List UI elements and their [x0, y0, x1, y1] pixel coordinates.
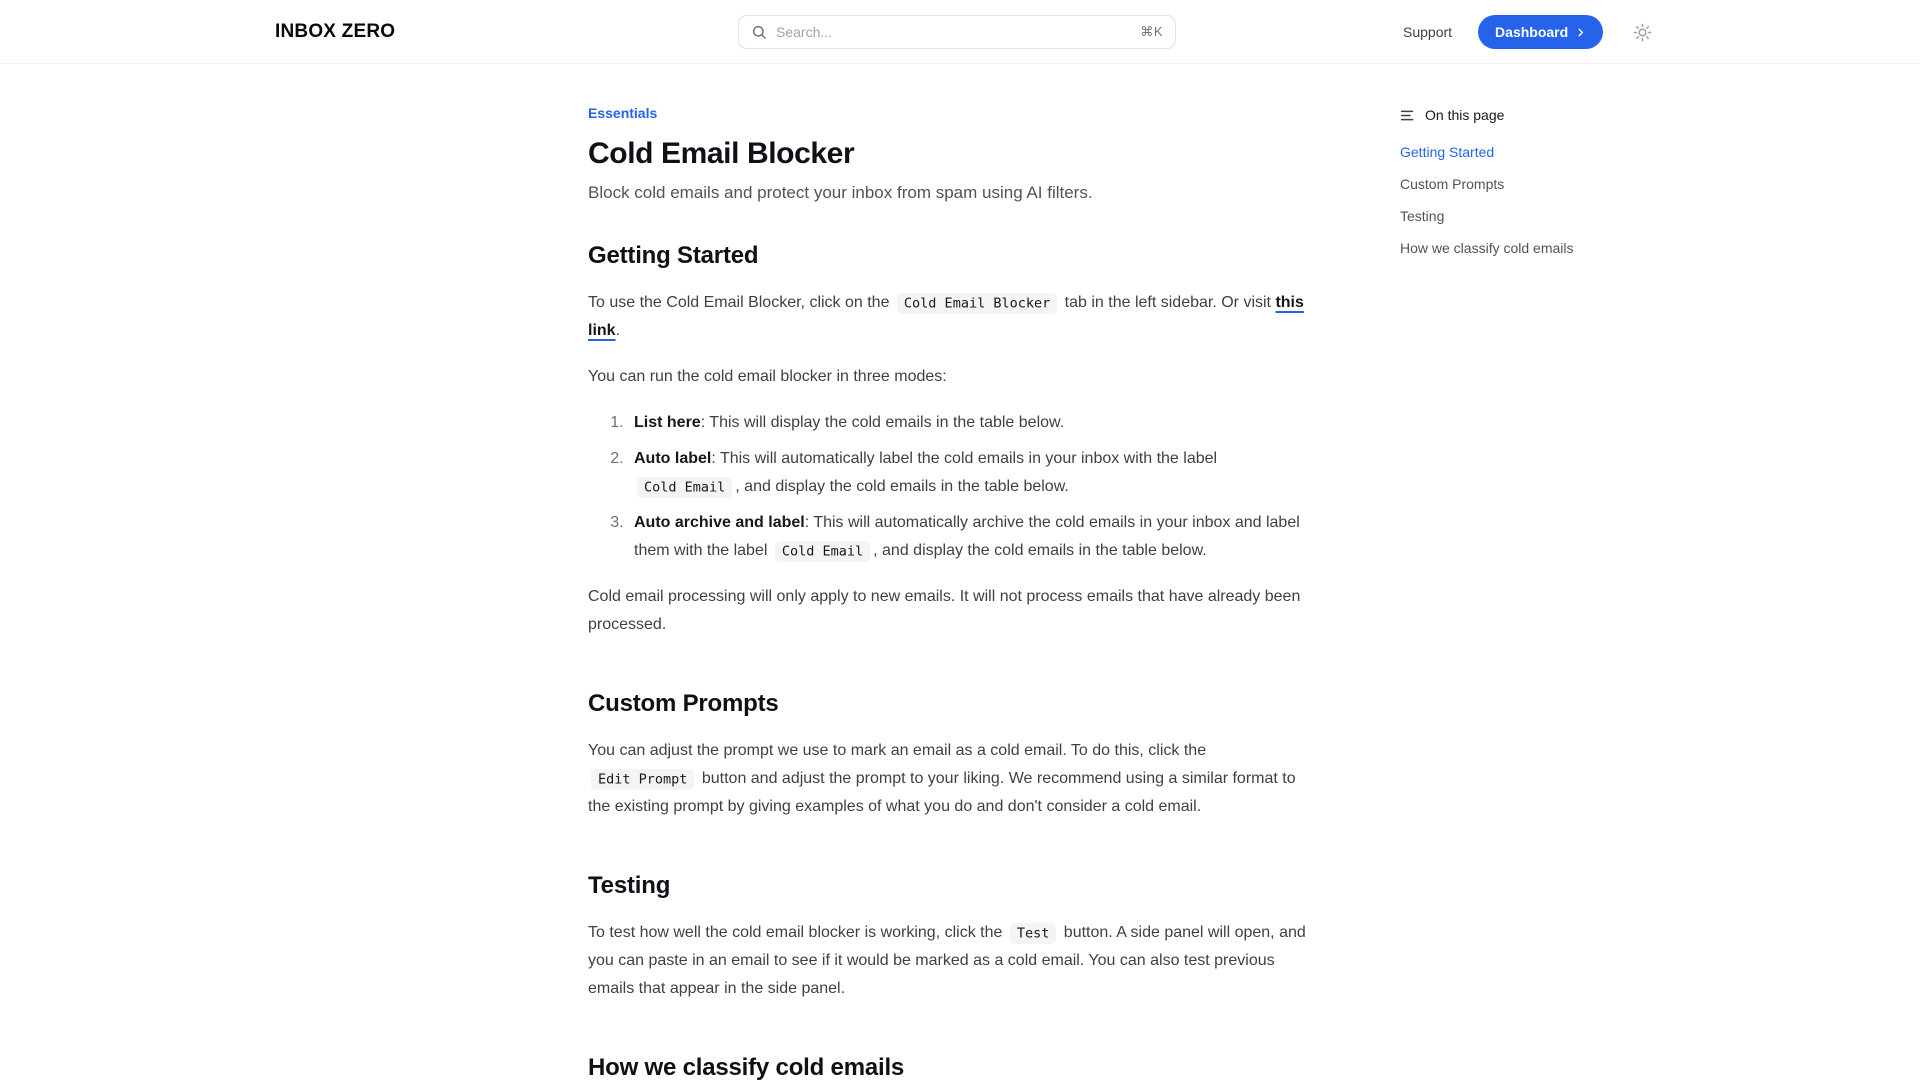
sun-icon: [1633, 23, 1652, 42]
toc-link-custom-prompts[interactable]: Custom Prompts: [1400, 176, 1505, 192]
search-bar[interactable]: [738, 15, 1176, 49]
text-run: : This will display the cold emails in the table below.: [700, 414, 1065, 431]
paragraph: [588, 737, 1306, 821]
list-item: [628, 509, 1306, 565]
inline-code: Test: [1010, 923, 1057, 944]
navbar-actions: [1403, 0, 1656, 64]
dashboard-button-label: Dashboard: [1495, 24, 1569, 40]
breadcrumb[interactable]: Essentials: [588, 105, 658, 121]
toc-header: [1400, 105, 1630, 125]
inbox-zero-logo[interactable]: INBOX ZERO: [275, 20, 396, 42]
paragraph: Cold email processing will only apply to new emails. It will not process emails that have already been processed.: [588, 588, 1301, 633]
text-run: : This will automatically archive the cold emails in your inbox and label them with the label: [634, 514, 1300, 559]
text-run: tab in the left sidebar. Or visit: [1060, 294, 1276, 311]
section-classify: [588, 1053, 1306, 1083]
on-this-page-toc: [1400, 105, 1630, 258]
text-run: button. A side panel will open, and you can paste in an email to see if it would be marked as a cold email. You can also test previous emails that appear in the side panel.: [588, 924, 1306, 997]
search-shortcut-hint: ⌘K: [1140, 24, 1163, 39]
section-getting-started: [588, 241, 1306, 639]
text-run: .: [615, 322, 621, 339]
section-heading: Custom Prompts: [588, 690, 779, 717]
page-title: Cold Email Blocker: [588, 137, 855, 170]
section-heading: Getting Started: [588, 242, 759, 269]
toc-link-getting-started[interactable]: Getting Started: [1400, 144, 1495, 160]
theme-toggle-button[interactable]: [1629, 19, 1656, 46]
list-item-lead: Auto archive and label: [634, 514, 805, 531]
toc-links: [1400, 142, 1630, 258]
text-run: : This will automatically label the cold emails in your inbox with the label: [711, 450, 1218, 467]
text-run: button and adjust the prompt to your liking. We recommend using a similar format to the existing prompt by giving examples of what you do and don't consider a cold email.: [588, 770, 1296, 815]
inline-code: Cold Email: [775, 541, 870, 562]
text-run: , and display the cold emails in the table below.: [735, 478, 1069, 495]
section-testing: [588, 871, 1306, 1003]
search-input[interactable]: [776, 24, 1131, 40]
list-item-lead: List here: [634, 414, 701, 431]
section-heading: Testing: [588, 872, 671, 899]
page-subtitle: Block cold emails and protect your inbox from spam using AI filters.: [588, 183, 1093, 202]
list-item: [628, 445, 1306, 501]
section-heading: How we classify cold emails: [588, 1054, 905, 1081]
inline-code: Cold Email: [637, 477, 732, 498]
list-item-lead: Auto label: [634, 450, 712, 467]
list-item: [628, 409, 1306, 437]
top-navbar: [0, 0, 1920, 64]
toc-title: On this page: [1425, 107, 1505, 123]
text-run: To test how well the cold email blocker is working, click the: [588, 924, 1007, 941]
paragraph: [588, 289, 1306, 345]
dashboard-button[interactable]: [1478, 15, 1603, 49]
toc-link-how-we-classify[interactable]: How we classify cold emails: [1400, 240, 1574, 256]
support-link[interactable]: Support: [1403, 24, 1453, 40]
list-icon: [1400, 108, 1415, 123]
this-link[interactable]: this link: [588, 294, 1304, 339]
chevron-right-icon: [1575, 27, 1586, 38]
paragraph: You can run the cold email blocker in three modes:: [588, 368, 947, 385]
toc-link-testing[interactable]: Testing: [1400, 208, 1445, 224]
search-icon: [751, 24, 767, 40]
modes-list: [588, 409, 1306, 565]
inline-code: Cold Email Blocker: [897, 293, 1057, 314]
section-custom-prompts: [588, 689, 1306, 821]
paragraph: [588, 919, 1306, 1003]
text-run: To use the Cold Email Blocker, click on the: [588, 294, 894, 311]
text-run: You can adjust the prompt we use to mark an email as a cold email. To do this, click the: [588, 742, 1207, 759]
article-content: [588, 0, 1306, 1083]
inline-code: Edit Prompt: [591, 769, 694, 790]
text-run: , and display the cold emails in the table below.: [873, 542, 1207, 559]
